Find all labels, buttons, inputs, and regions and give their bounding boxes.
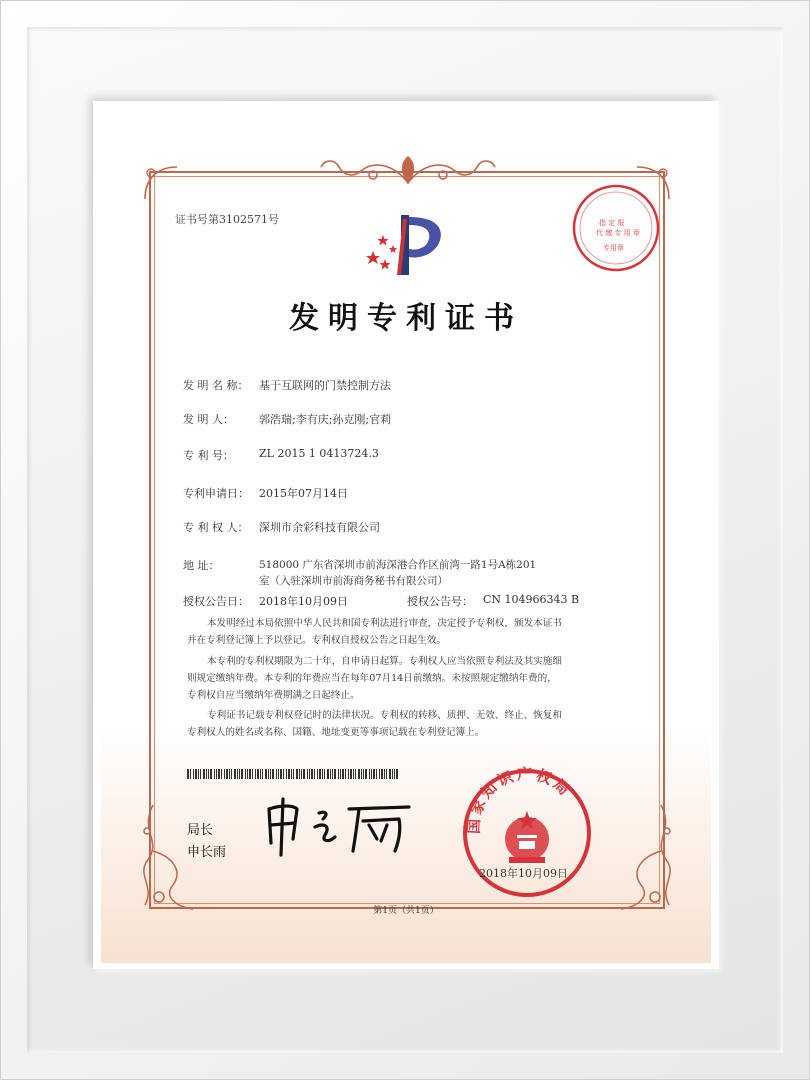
barcode-bar bbox=[376, 769, 377, 779]
barcode-bar bbox=[355, 769, 356, 779]
barcode-bar bbox=[268, 769, 269, 779]
barcode-bar bbox=[309, 769, 310, 779]
barcode-bar bbox=[373, 769, 375, 779]
barcode-bar bbox=[270, 769, 271, 779]
barcode-bar bbox=[345, 769, 346, 779]
grant-number-label: 授权公告号： bbox=[407, 595, 473, 608]
barcode-bar bbox=[278, 769, 279, 779]
barcode-bar bbox=[237, 769, 238, 779]
barcode-bar bbox=[369, 769, 370, 779]
barcode-bar bbox=[350, 769, 352, 779]
barcode-bar bbox=[338, 769, 339, 779]
patent-number-label: 专 利 号： bbox=[183, 449, 234, 462]
barcode-bar bbox=[260, 769, 261, 779]
barcode-bar bbox=[229, 769, 230, 779]
address-line-1: 518000 广东省深圳市前海深港合作区前湾一路1号A栋201 bbox=[259, 559, 537, 571]
invention-name-label: 发 明 名 称： bbox=[183, 379, 249, 392]
barcode-bar bbox=[330, 769, 331, 779]
barcode-bar bbox=[332, 769, 333, 779]
special-seal-icon bbox=[569, 181, 663, 275]
patent-office-logo bbox=[357, 209, 457, 281]
grant-date-value: 2018年10月09日 bbox=[259, 595, 348, 608]
svg-text:指 定 报: 指 定 报 bbox=[599, 219, 625, 227]
barcode-bar bbox=[348, 769, 349, 779]
barcode-bar bbox=[272, 769, 274, 779]
barcode-bar bbox=[206, 769, 207, 779]
barcode-bar bbox=[208, 769, 209, 779]
barcode-bar bbox=[392, 769, 393, 779]
barcode-bar bbox=[342, 769, 344, 779]
barcode-bar bbox=[195, 769, 197, 779]
certificate-title: 发明专利证书 bbox=[289, 301, 523, 336]
corner-ornament-tl bbox=[141, 163, 181, 203]
body-line: 本发明经过本局依照中华人民共和国专利法进行审查，决定授予专利权，颁发本证书 bbox=[207, 618, 562, 629]
barcode-bar bbox=[210, 769, 212, 779]
barcode-bar bbox=[319, 769, 321, 779]
grant-number-value: CN 104966343 B bbox=[483, 593, 580, 606]
inventor-value: 郭浩瑞;李有庆;孙克刚;官莉 bbox=[259, 413, 392, 426]
barcode-bar bbox=[193, 769, 194, 779]
barcode-bar bbox=[203, 769, 205, 779]
svg-text:代 缴 专 用 章: 代 缴 专 用 章 bbox=[596, 229, 640, 237]
barcode-bar bbox=[226, 769, 228, 779]
barcode-bar bbox=[301, 769, 302, 779]
barcode-bar bbox=[283, 769, 284, 779]
barcode-bar bbox=[353, 769, 354, 779]
barcode-bar bbox=[299, 769, 300, 779]
certificate-number: 证书号第3102571号 bbox=[175, 213, 279, 226]
body-line: 专利证书记载专利权登记时的法律状况。专利权的转移、质押、无效、终止、恢复和 bbox=[207, 710, 562, 721]
barcode-bar bbox=[358, 769, 360, 779]
handwritten-signature bbox=[259, 795, 415, 859]
barcode-bar bbox=[296, 769, 298, 779]
barcode-bar bbox=[293, 769, 294, 779]
barcode-bar bbox=[314, 769, 315, 779]
filing-date-label: 专利申请日： bbox=[183, 487, 249, 500]
barcode-bar bbox=[384, 769, 385, 779]
barcode-bar bbox=[231, 769, 232, 779]
invention-name-value: 基于互联网的门禁控制方法 bbox=[259, 379, 391, 392]
seal-date: 2018年10月09日 bbox=[479, 867, 568, 880]
barcode-bar bbox=[322, 769, 323, 779]
body-line: 专利权人的姓名或名称、国籍、地址变更等事项记载在专利登记簿上。 bbox=[187, 727, 485, 738]
barcode-bar bbox=[252, 769, 253, 779]
body-line: 本专利的专利权期限为二十年，自申请日起算。专利权人应当依照专利法及其实施细 bbox=[207, 656, 562, 667]
page-footer: 第1页（共1页） bbox=[373, 906, 439, 916]
barcode-bar bbox=[257, 769, 259, 779]
barcode-bar bbox=[317, 769, 318, 779]
barcode-bar bbox=[381, 769, 383, 779]
signer-title: 局长 bbox=[187, 823, 214, 838]
barcode-bar bbox=[190, 769, 191, 779]
address-label: 地 址： bbox=[183, 559, 220, 572]
signer-name: 申长雨 bbox=[187, 845, 227, 860]
corner-ornament-br bbox=[611, 801, 681, 917]
barcode-bar bbox=[224, 769, 225, 779]
barcode-bar bbox=[379, 769, 380, 779]
barcode-icon bbox=[187, 769, 401, 779]
barcode-bar bbox=[216, 769, 217, 779]
barcode-bar bbox=[365, 769, 367, 779]
barcode-bar bbox=[265, 769, 267, 779]
barcode-bar bbox=[187, 769, 189, 779]
barcode-bar bbox=[386, 769, 387, 779]
inventor-label: 发 明 人： bbox=[183, 413, 234, 426]
barcode-bar bbox=[286, 769, 287, 779]
barcode-bar bbox=[280, 769, 282, 779]
barcode-bar bbox=[198, 769, 199, 779]
barcode-bar bbox=[334, 769, 336, 779]
barcode-bar bbox=[288, 769, 290, 779]
barcode-bar bbox=[324, 769, 325, 779]
barcode-bar bbox=[255, 769, 256, 779]
barcode-bar bbox=[218, 769, 220, 779]
barcode-bar bbox=[262, 769, 263, 779]
barcode-bar bbox=[303, 769, 305, 779]
barcode-bar bbox=[361, 769, 362, 779]
top-ornament bbox=[313, 153, 503, 189]
barcode-bar bbox=[234, 769, 236, 779]
barcode-bar bbox=[396, 769, 398, 779]
body-line: 则规定缴纳年费。本专利的年费应当在每年07月14日前缴纳。未按照规定缴纳年费的， bbox=[187, 673, 557, 684]
barcode-bar bbox=[340, 769, 341, 779]
body-line: 专利权自应当缴纳年费期满之日起终止。 bbox=[187, 690, 360, 701]
barcode-bar bbox=[221, 769, 222, 779]
special-seal-text: 专用章 bbox=[603, 244, 624, 252]
barcode-bar bbox=[247, 769, 248, 779]
barcode-bar bbox=[389, 769, 391, 779]
barcode-bar bbox=[245, 769, 246, 779]
barcode-bar bbox=[239, 769, 240, 779]
filing-date-value: 2015年07月14日 bbox=[259, 487, 348, 500]
patent-holder-label: 专 利 权 人： bbox=[183, 521, 249, 534]
grant-date-label: 授权公告日： bbox=[183, 595, 249, 608]
barcode-bar bbox=[214, 769, 215, 779]
barcode-bar bbox=[363, 769, 364, 779]
barcode-bar bbox=[327, 769, 329, 779]
barcode-bar bbox=[307, 769, 308, 779]
patent-holder-value: 深圳市余彩科技有限公司 bbox=[259, 521, 380, 534]
seal-arc-text: 国家知识产权局 bbox=[464, 765, 576, 835]
barcode-bar bbox=[291, 769, 292, 779]
barcode-bar bbox=[394, 769, 395, 779]
patent-number-value: ZL 2015 1 0413724.3 bbox=[259, 447, 379, 460]
body-line: 并在专利登记簿上予以登记。专利权自授权公告之日起生效。 bbox=[187, 635, 447, 646]
barcode-bar bbox=[200, 769, 201, 779]
barcode-bar bbox=[371, 769, 372, 779]
barcode-bar bbox=[276, 769, 277, 779]
barcode-bar bbox=[249, 769, 251, 779]
address-line-2: 室（入驻深圳市前海商务秘书有限公司） bbox=[259, 575, 448, 587]
barcode-bar bbox=[311, 769, 313, 779]
barcode-bar bbox=[241, 769, 243, 779]
